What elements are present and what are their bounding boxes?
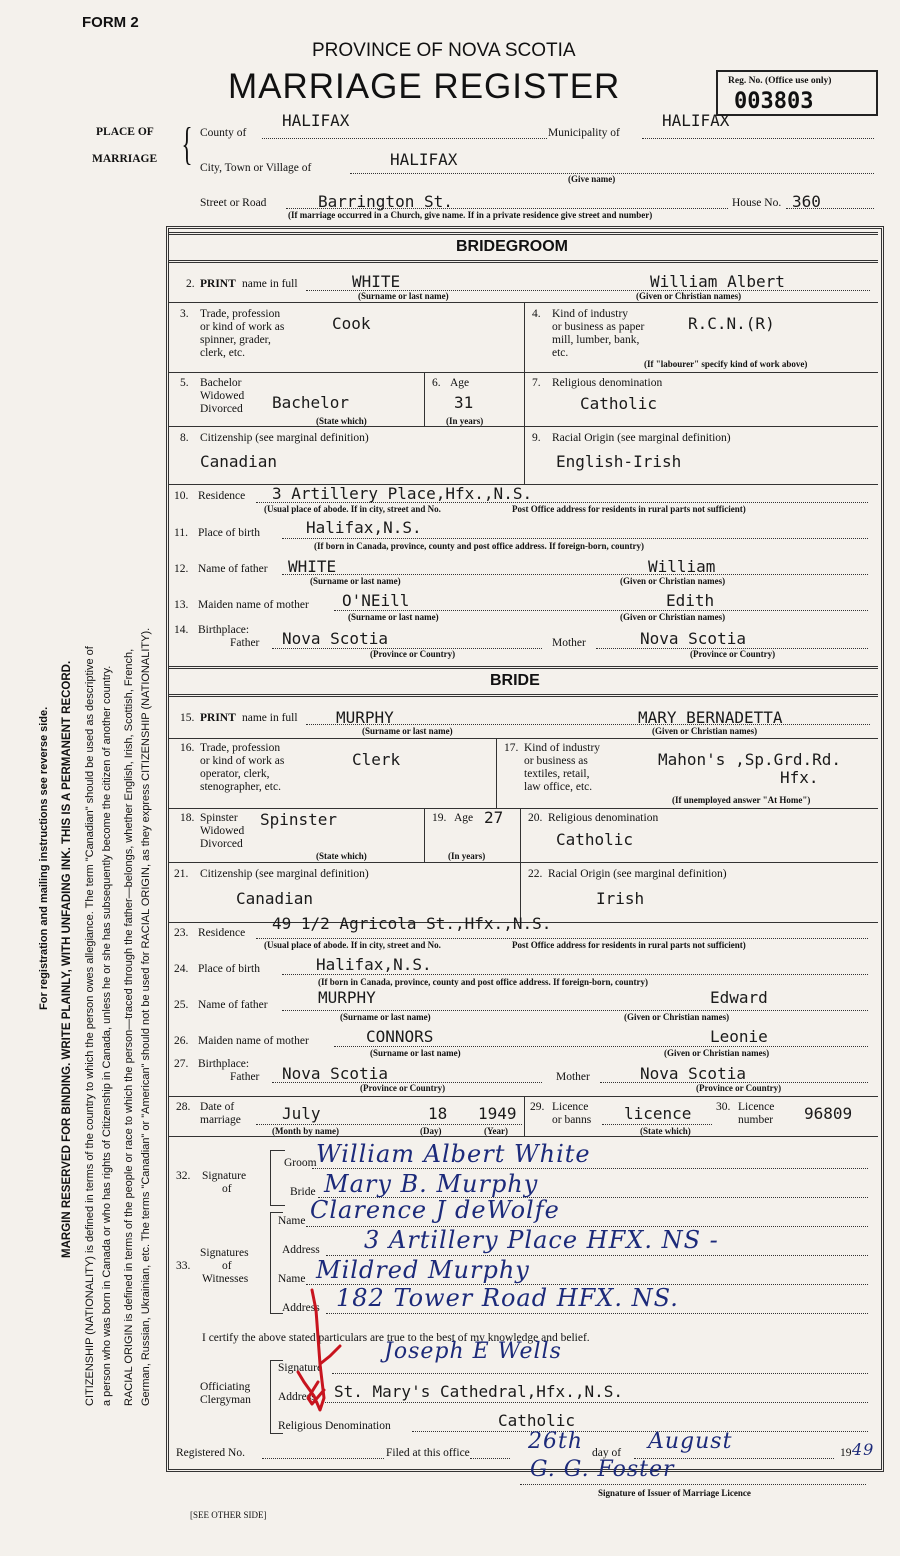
surname-caption: (Surname or last name) (348, 612, 439, 622)
surname-caption: (Surname or last name) (310, 576, 401, 586)
given-caption: (Given or Christian names) (620, 612, 726, 622)
groom-signature: William Albert White (316, 1140, 591, 1168)
birthplace-caption: (If born in Canada, province, county and post office address. If foreign-born, country) (318, 977, 649, 987)
age-caption: (In years) (446, 416, 484, 426)
groom-residence: 3 Artillery Place,Hfx.,N.S. (272, 484, 533, 503)
labourer-note: (If "labourer" specify kind of work above) (644, 359, 808, 369)
margin-instructions: For registration and mailing instructions see reverse side. (38, 706, 50, 1010)
q21-label: Citizenship (see marginal definition) (200, 868, 369, 880)
bride-origin: Irish (596, 889, 645, 908)
witness1-name: Clarence J deWolfe (310, 1196, 560, 1224)
day-caption: (Day) (420, 1126, 442, 1136)
q29-label-line: or banns (552, 1114, 592, 1126)
state-which-caption: (State which) (316, 416, 367, 426)
q8-number: 8. (180, 432, 189, 444)
groom-surname: WHITE (352, 272, 401, 291)
witness2-name: Mildred Murphy (316, 1256, 530, 1284)
q5-label-line: Bachelor (200, 377, 242, 389)
q15-label: name in full (242, 712, 298, 724)
q16-label-line: stenographer, etc. (200, 781, 281, 793)
q32-number: 32. (176, 1170, 191, 1182)
clergy-label-line: Clergyman (200, 1394, 251, 1406)
surname-caption: (Surname or last name) (370, 1048, 461, 1058)
marriage-month: July (282, 1104, 321, 1123)
province-caption: (Province or Country) (690, 649, 776, 659)
day-of-label: day of (592, 1447, 622, 1459)
bride-status: Spinster (260, 810, 338, 829)
q4-label-line: Kind of industry (552, 308, 629, 320)
filed-month: August (648, 1429, 733, 1454)
groom-trade: Cook (332, 314, 371, 333)
q27-label: Birthplace: (198, 1058, 250, 1070)
bride-residence: 49 1/2 Agricola St.,Hfx.,N.S. (272, 914, 552, 933)
bride-citizenship: Canadian (236, 889, 314, 908)
q8-label: Citizenship (see marginal definition) (200, 432, 369, 444)
form-number: FORM 2 (82, 14, 139, 31)
groom-age: 31 (454, 393, 474, 412)
q22-label: Racial Origin (see marginal definition) (548, 868, 727, 880)
bride-father-birthplace: Nova Scotia (282, 1064, 388, 1083)
q16-label-line: or kind of work as (200, 755, 285, 767)
q10-label: Residence (198, 490, 246, 502)
given-caption: (Given or Christian names) (624, 1012, 730, 1022)
bride-given: MARY BERNADETTA (638, 708, 783, 727)
q9-label: Racial Origin (see marginal definition) (552, 432, 731, 444)
street-label: Street or Road (200, 197, 267, 209)
q28-label-line: marriage (200, 1114, 241, 1126)
q24-label: Place of birth (198, 963, 260, 975)
groom-status: Bachelor (272, 393, 350, 412)
q27-mother-label: Mother (556, 1071, 590, 1083)
q23-number: 23. (174, 927, 189, 939)
bride-surname: MURPHY (336, 708, 394, 727)
q17-number: 17. (504, 742, 519, 754)
q30-number: 30. (716, 1101, 731, 1113)
witness2-address: 182 Tower Road HFX. NS. (336, 1284, 679, 1312)
q26-number: 26. (174, 1035, 189, 1047)
red-check-mark (290, 1286, 350, 1416)
signature-bracket (270, 1150, 285, 1206)
q4-label-line: or business as paper (552, 321, 645, 333)
q33-number: 33. (176, 1260, 191, 1272)
q7-number: 7. (532, 377, 541, 389)
city-label: City, Town or Village of (200, 162, 312, 174)
state-which-caption: (State which) (640, 1126, 691, 1136)
q5-label-line: Widowed (200, 390, 245, 402)
q14-mother-label: Mother (552, 637, 586, 649)
q24-number: 24. (174, 963, 189, 975)
q18-label-line: Divorced (200, 838, 243, 850)
q17-label-line: law office, etc. (524, 781, 593, 793)
q15-print: PRINT (200, 712, 236, 724)
q21-number: 21. (174, 868, 189, 880)
q23-label: Residence (198, 927, 246, 939)
municipality-value: HALIFAX (662, 111, 730, 130)
margin-racial-origin-def-2: German, Russian, Ukrainian, etc. The terms "Canadian" or "American" should not be used for RACIAL ORIGIN, as they express CITIZENSHIP (NATIONALITY). (140, 627, 152, 1406)
q30-label-line: number (738, 1114, 774, 1126)
q16-number: 16. (180, 742, 195, 754)
q25-label: Name of father (198, 999, 268, 1011)
groom-birthplace: Halifax,N.S. (306, 518, 422, 537)
q15-number: 15. (180, 712, 195, 724)
county-value: HALIFAX (282, 111, 350, 130)
age-caption: (In years) (448, 851, 486, 861)
witness2-name-label: Name (278, 1273, 306, 1285)
registered-no-label: Registered No. (176, 1447, 245, 1459)
given-caption: (Given or Christian names) (620, 576, 726, 586)
clergy-religion: Catholic (498, 1411, 576, 1430)
place-brace: { (181, 118, 193, 169)
q17-label-line: Kind of industry (524, 742, 601, 754)
q6-label: Age (450, 377, 470, 389)
filed-year: 49 (852, 1440, 875, 1459)
groom-religion: Catholic (580, 394, 658, 413)
q6-number: 6. (432, 377, 441, 389)
q18-number: 18. (180, 812, 195, 824)
groom-industry: R.C.N.(R) (688, 314, 775, 333)
q33-label-line: Signatures (200, 1247, 249, 1259)
q5-label-line: Divorced (200, 403, 243, 415)
given-caption: (Given or Christian names) (652, 726, 758, 736)
q2-label: name in full (242, 278, 298, 290)
q17-label-line: textiles, retail, (524, 768, 590, 780)
q32-label-line: of (222, 1183, 232, 1195)
marriage-year: 1949 (478, 1104, 517, 1123)
q32-label-line: Signature (202, 1170, 247, 1182)
q18-label-line: Widowed (200, 825, 245, 837)
q10-number: 10. (174, 490, 189, 502)
bride-father-surname: MURPHY (318, 988, 376, 1007)
given-caption: (Given or Christian names) (636, 291, 742, 301)
q16-label-line: operator, clerk, (200, 768, 270, 780)
margin-racial-origin-def: RACIAL ORIGIN is defined in terms of the people or race to which the person—traced through the father—belongs, whether English, Irish, Scottish, French, (123, 648, 135, 1406)
q19-label: Age (454, 812, 474, 824)
q13-number: 13. (174, 599, 189, 611)
witness1-address-label: Address (282, 1244, 320, 1256)
year-caption: (Year) (484, 1126, 508, 1136)
q14-number: 14. (174, 624, 189, 636)
licence-or-banns: licence (624, 1104, 692, 1123)
licence-number: 96809 (804, 1104, 853, 1123)
q19-number: 19. (432, 812, 447, 824)
q29-number: 29. (530, 1101, 545, 1113)
surname-caption: (Surname or last name) (362, 726, 453, 736)
residence-caption: (Usual place of abode. If in city, street and No. (264, 504, 441, 514)
residence-caption-b: Post Office address for residents in rural parts not sufficient) (512, 940, 746, 950)
groom-origin: English-Irish (556, 452, 682, 471)
q3-number: 3. (180, 308, 189, 320)
q3-label-line: spinner, grader, (200, 334, 271, 346)
bride-mother-birthplace: Nova Scotia (640, 1064, 746, 1083)
q11-label: Place of birth (198, 527, 260, 539)
q27-father-label: Father (230, 1071, 260, 1083)
witness1-address: 3 Artillery Place HFX. NS - (364, 1226, 719, 1254)
filed-year-prefix: 19 (840, 1447, 852, 1459)
q16-label-line: Trade, profession (200, 742, 281, 754)
margin-binding-note: MARGIN RESERVED FOR BINDING. WRITE PLAINLY, WITH UNFADING INK. THIS IS A PERMANENT RECORD. (61, 660, 73, 1258)
state-which-caption: (State which) (316, 851, 367, 861)
marriage-label: MARRIAGE (92, 153, 158, 165)
bride-industry: Mahon's ,Sp.Grd.Rd. (658, 750, 842, 769)
bride-father-given: Edward (710, 988, 768, 1007)
margin-citizenship-def: CITIZENSHIP (NATIONALITY) is defined in terms of the country to which the person owes allegiance. The term "Canadian" should be used as descriptive of (84, 646, 96, 1406)
clergy-religion-label: Religious Denomination (278, 1420, 391, 1432)
see-other-side: [SEE OTHER SIDE] (190, 1510, 267, 1520)
place-of-label: PLACE OF (96, 126, 154, 138)
give-name-caption: (Give name) (568, 174, 616, 184)
q3-label-line: or kind of work as (200, 321, 285, 333)
q12-label: Name of father (198, 563, 268, 575)
q4-label-line: mill, lumber, bank, (552, 334, 640, 346)
witness-bracket (270, 1212, 283, 1314)
month-caption: (Month by name) (272, 1126, 339, 1136)
groom-father-birthplace: Nova Scotia (282, 629, 388, 648)
surname-caption: (Surname or last name) (340, 1012, 431, 1022)
residence-caption: (Usual place of abode. If in city, street and No. (264, 940, 441, 950)
q4-label-line: etc. (552, 347, 569, 359)
witness1-name-label: Name (278, 1215, 306, 1227)
house-value: 360 (792, 192, 821, 211)
q4-number: 4. (532, 308, 541, 320)
q3-label-line: clerk, etc. (200, 347, 246, 359)
q33-label-line: of (222, 1260, 232, 1272)
clergy-address-label: Address (278, 1391, 316, 1403)
bride-age: 27 (484, 808, 504, 827)
q14-father-label: Father (230, 637, 260, 649)
q28-label-line: Date of (200, 1101, 235, 1113)
issuer-signature: G. G. Foster (530, 1457, 675, 1482)
reg-number-value: 003803 (734, 89, 814, 114)
bride-mother-given: Leonie (710, 1027, 768, 1046)
province-caption: (Province or Country) (360, 1083, 446, 1093)
municipality-label: Municipality of (548, 127, 620, 139)
bride-religion: Catholic (556, 830, 634, 849)
q14-label: Birthplace: (198, 624, 250, 636)
q28-number: 28. (176, 1101, 191, 1113)
q25-number: 25. (174, 999, 189, 1011)
province-caption: (Province or Country) (370, 649, 456, 659)
county-label: County of (200, 127, 247, 139)
street-value: Barrington St. (318, 192, 453, 211)
clergy-label-line: Officiating (200, 1381, 251, 1393)
reg-number-label: Reg. No. (Office use only) (728, 76, 832, 86)
q30-label-line: Licence (738, 1101, 775, 1113)
bridegroom-heading: BRIDEGROOM (456, 238, 568, 255)
bride-heading: BRIDE (490, 672, 540, 689)
birthplace-caption: (If born in Canada, province, county and post office address. If foreign-born, country) (314, 541, 645, 551)
groom-sign-label: Groom (284, 1157, 317, 1169)
q26-label: Maiden name of mother (198, 1035, 309, 1047)
bride-signature: Mary B. Murphy (324, 1170, 539, 1198)
house-label: House No. (732, 197, 782, 209)
groom-citizenship: Canadian (200, 452, 278, 471)
residence-caption-b: Post Office address for residents in rural parts not sufficient) (512, 504, 746, 514)
q5-number: 5. (180, 377, 189, 389)
clergy-signature: Joseph E Wells (384, 1339, 562, 1364)
q29-label-line: Licence (552, 1101, 589, 1113)
province-heading: PROVINCE OF NOVA SCOTIA (312, 40, 576, 61)
clergy-signature-label: Signature (278, 1362, 323, 1374)
q12-number: 12. (174, 563, 189, 575)
province-caption: (Province or Country) (696, 1083, 782, 1093)
q22-number: 22. (528, 868, 543, 880)
groom-father-surname: WHITE (288, 557, 337, 576)
filed-label: Filed at this office (386, 1447, 470, 1459)
q27-number: 27. (174, 1058, 189, 1070)
page-title: MARRIAGE REGISTER (228, 67, 621, 106)
groom-mother-birthplace: Nova Scotia (640, 629, 746, 648)
bride-sign-label: Bride (290, 1186, 316, 1198)
q20-number: 20. (528, 812, 543, 824)
q2-print: PRINT (200, 278, 236, 290)
q9-number: 9. (532, 432, 541, 444)
q3-label-line: Trade, profession (200, 308, 281, 320)
unemployed-note: (If unemployed answer "At Home") (672, 795, 811, 805)
witness2-address-label: Address (282, 1302, 320, 1314)
given-caption: (Given or Christian names) (664, 1048, 770, 1058)
margin-citizenship-def-2: a person who was born in Canada or who has rights of Citizenship in Canada, unless he or she has subsequently become the citizen of another country. (101, 665, 113, 1406)
street-note: (If marriage occurred in a Church, give name. If in a private residence give street and number) (288, 210, 653, 220)
groom-father-given: William (648, 557, 716, 576)
bride-birthplace: Halifax,N.S. (316, 955, 432, 974)
reg-number-box (716, 70, 878, 116)
q7-label: Religious denomination (552, 377, 663, 389)
issuer-caption: Signature of Issuer of Marriage Licence (598, 1488, 751, 1498)
q18-label-line: Spinster (200, 812, 238, 824)
q20-label: Religious denomination (548, 812, 659, 824)
bride-industry-city: Hfx. (780, 768, 819, 787)
q13-label: Maiden name of mother (198, 599, 309, 611)
groom-mother-given: Edith (666, 591, 715, 610)
bride-trade: Clerk (352, 750, 401, 769)
q33-label-line: Witnesses (202, 1273, 249, 1285)
surname-caption: (Surname or last name) (358, 291, 449, 301)
marriage-day: 18 (428, 1104, 448, 1123)
city-value: HALIFAX (390, 150, 458, 169)
clergy-address: St. Mary's Cathedral,Hfx.,N.S. (334, 1382, 623, 1401)
filed-day: 26th (528, 1429, 584, 1454)
bride-mother-surname: CONNORS (366, 1027, 434, 1046)
certification-statement: I certify the above stated particulars are true to the best of my knowledge and belief. (202, 1332, 590, 1344)
q11-number: 11. (174, 527, 188, 539)
groom-given: William Albert (650, 272, 785, 291)
q17-label-line: or business as (524, 755, 588, 767)
q2-number: 2. (186, 278, 195, 290)
groom-mother-surname: O'NEill (342, 591, 410, 610)
